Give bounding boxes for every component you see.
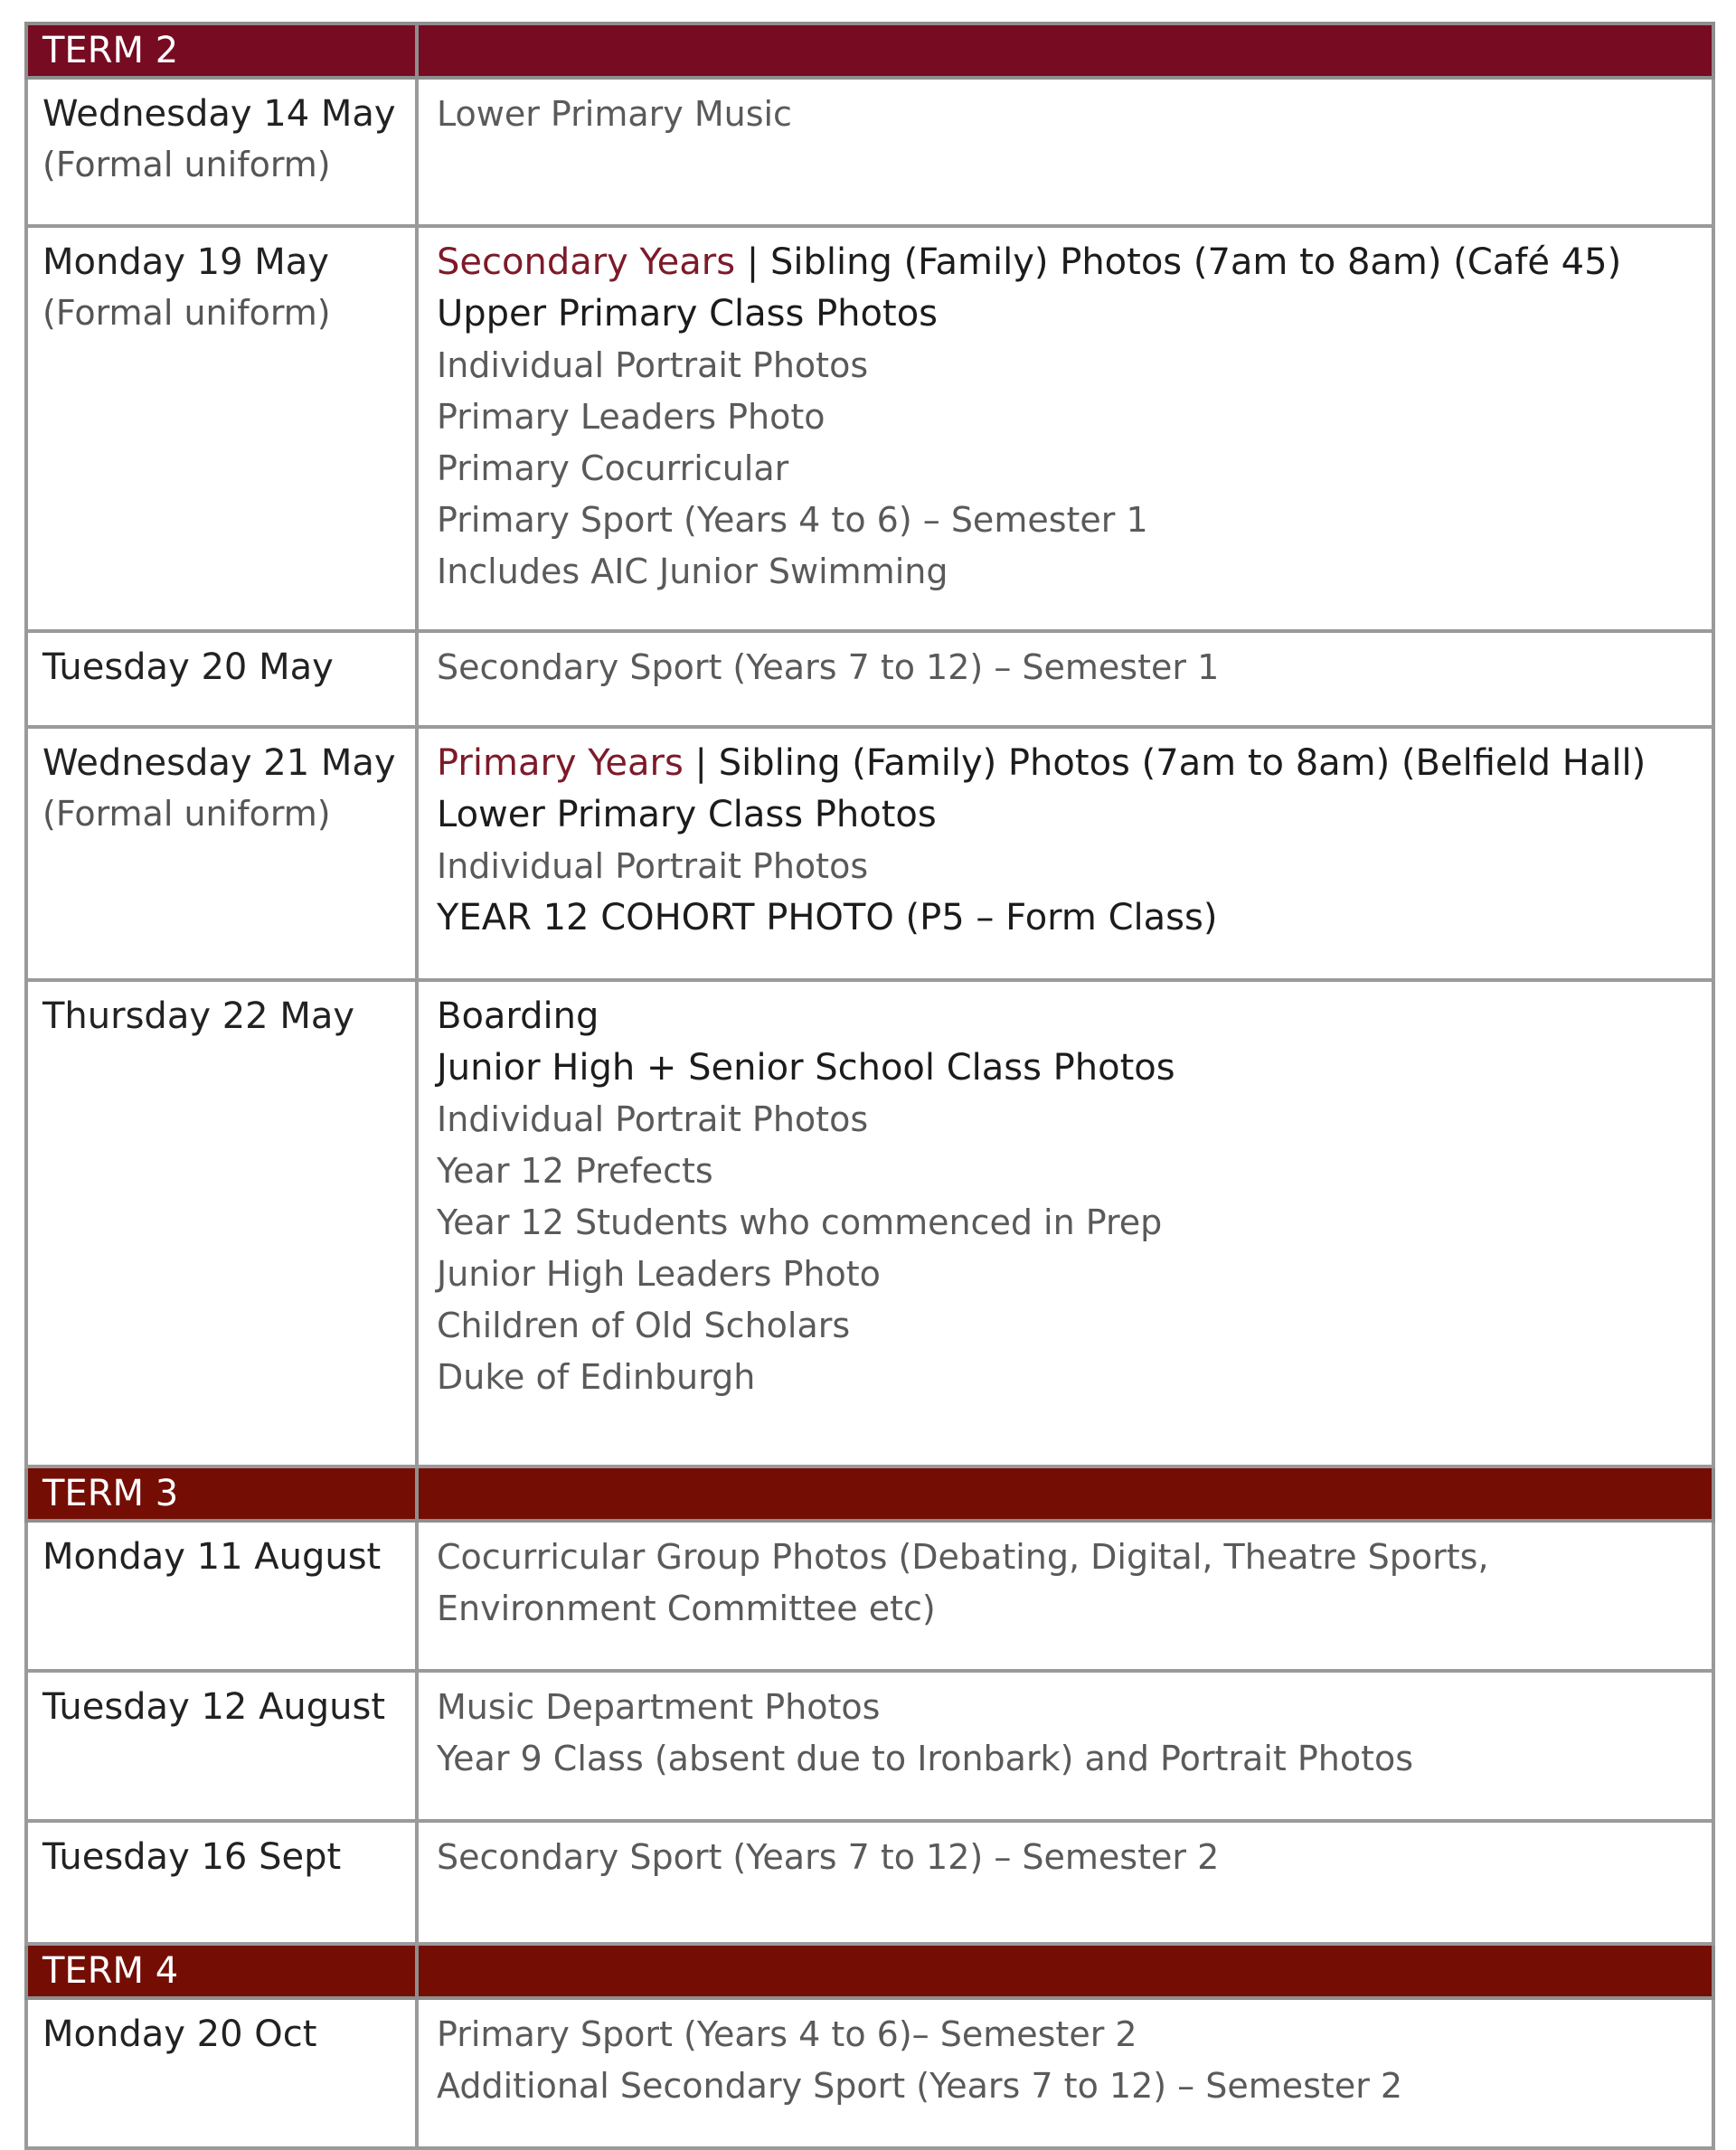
term-header-row (26, 24, 1713, 78)
event-date: Thursday 22 May (42, 995, 355, 1037)
sibling-photos-detail: | Sibling (Family) Photos (7am to 8am) (Belfield Hall) (683, 742, 1646, 784)
photo-schedule (24, 22, 1712, 2150)
events-cell (417, 631, 1713, 727)
table-row (26, 727, 1713, 980)
events-cell (417, 1671, 1713, 1821)
date-cell (26, 727, 417, 980)
event-item: Duke of Edinburgh (437, 1357, 756, 1397)
sibling-photos-line (437, 237, 1712, 288)
event-date: Tuesday 12 August (42, 1686, 386, 1728)
event-item-bold: Upper Primary Class Photos (437, 293, 939, 335)
event-item: Junior High Leaders Photo (437, 1254, 881, 1294)
sibling-photos-line (437, 738, 1712, 789)
event-item: Music Department Photos (437, 1687, 881, 1727)
term-header-fill (417, 24, 1713, 78)
term-header-row (26, 1944, 1713, 1998)
uniform-note: (Formal uniform) (42, 293, 331, 333)
term-header-row (26, 1466, 1713, 1521)
event-date: Wednesday 14 May (42, 93, 396, 135)
term-label: TERM 4 (26, 1944, 417, 1998)
event-item: Individual Portrait Photos (437, 1099, 869, 1139)
event-item: Year 9 Class (absent due to Ironbark) and Portrait Photos (437, 1739, 1414, 1778)
event-item: Cocurricular Group Photos (Debating, Digital, Theatre Sports, (437, 1537, 1489, 1577)
date-cell (26, 1998, 417, 2148)
event-item: Primary Cocurricular (437, 448, 789, 488)
event-item-bold: Junior High + Senior School Class Photos (437, 1047, 1175, 1089)
events-cell (417, 1998, 1713, 2148)
event-item: Individual Portrait Photos (437, 345, 869, 385)
event-item: Year 12 Students who commenced in Prep (437, 1202, 1163, 1242)
term-header-fill (417, 1466, 1713, 1521)
events-cell (417, 980, 1713, 1466)
date-cell (26, 1821, 417, 1944)
date-cell (26, 78, 417, 226)
events-cell (417, 226, 1713, 631)
events-cell (417, 727, 1713, 980)
event-item: Secondary Sport (Years 7 to 12) – Semester 2 (437, 1837, 1220, 1877)
event-date: Tuesday 16 Sept (42, 1836, 342, 1878)
date-cell (26, 631, 417, 727)
event-date: Monday 19 May (42, 241, 329, 283)
event-item: Individual Portrait Photos (437, 846, 869, 886)
event-item: Year 12 Prefects (437, 1151, 713, 1191)
year-group-highlight: Secondary Years (437, 241, 736, 283)
table-row (26, 1998, 1713, 2148)
date-cell (26, 226, 417, 631)
events-cell (417, 1821, 1713, 1944)
table-row (26, 78, 1713, 226)
event-item-bold: Boarding (437, 995, 599, 1037)
event-item: Primary Leaders Photo (437, 397, 826, 437)
term-label: TERM 3 (26, 1466, 417, 1521)
events-cell (417, 78, 1713, 226)
uniform-note: (Formal uniform) (42, 794, 331, 834)
event-item: Primary Sport (Years 4 to 6)– Semester 2 (437, 2014, 1137, 2054)
date-cell (26, 1521, 417, 1671)
event-item: Primary Sport (Years 4 to 6) – Semester 1 (437, 500, 1148, 540)
schedule-table (24, 22, 1715, 2150)
uniform-note: (Formal uniform) (42, 145, 331, 184)
event-item: Lower Primary Music (437, 94, 792, 134)
date-cell (26, 980, 417, 1466)
event-item-bold: Lower Primary Class Photos (437, 794, 937, 835)
event-date: Wednesday 21 May (42, 742, 396, 784)
date-cell (26, 1671, 417, 1821)
table-row (26, 1821, 1713, 1944)
term-header-fill (417, 1944, 1713, 1998)
table-row (26, 1671, 1713, 1821)
event-date: Tuesday 20 May (42, 646, 334, 688)
table-row (26, 980, 1713, 1466)
year-group-highlight: Primary Years (437, 742, 684, 784)
table-row (26, 631, 1713, 727)
event-item: Secondary Sport (Years 7 to 12) – Semester 1 (437, 647, 1220, 687)
event-item: Children of Old Scholars (437, 1306, 851, 1345)
event-item: Environment Committee etc) (437, 1589, 936, 1628)
event-item: Additional Secondary Sport (Years 7 to 12) – Semester 2 (437, 2066, 1403, 2106)
term-label: TERM 2 (26, 24, 417, 78)
sibling-photos-detail: | Sibling (Family) Photos (7am to 8am) (Café 45) (735, 241, 1622, 283)
table-row (26, 226, 1713, 631)
event-item: Includes AIC Junior Swimming (437, 552, 948, 591)
event-date: Monday 20 Oct (42, 2013, 317, 2055)
events-cell (417, 1521, 1713, 1671)
table-row (26, 1521, 1713, 1671)
event-item-bold: YEAR 12 COHORT PHOTO (P5 – Form Class) (437, 897, 1218, 938)
event-date: Monday 11 August (42, 1536, 382, 1578)
